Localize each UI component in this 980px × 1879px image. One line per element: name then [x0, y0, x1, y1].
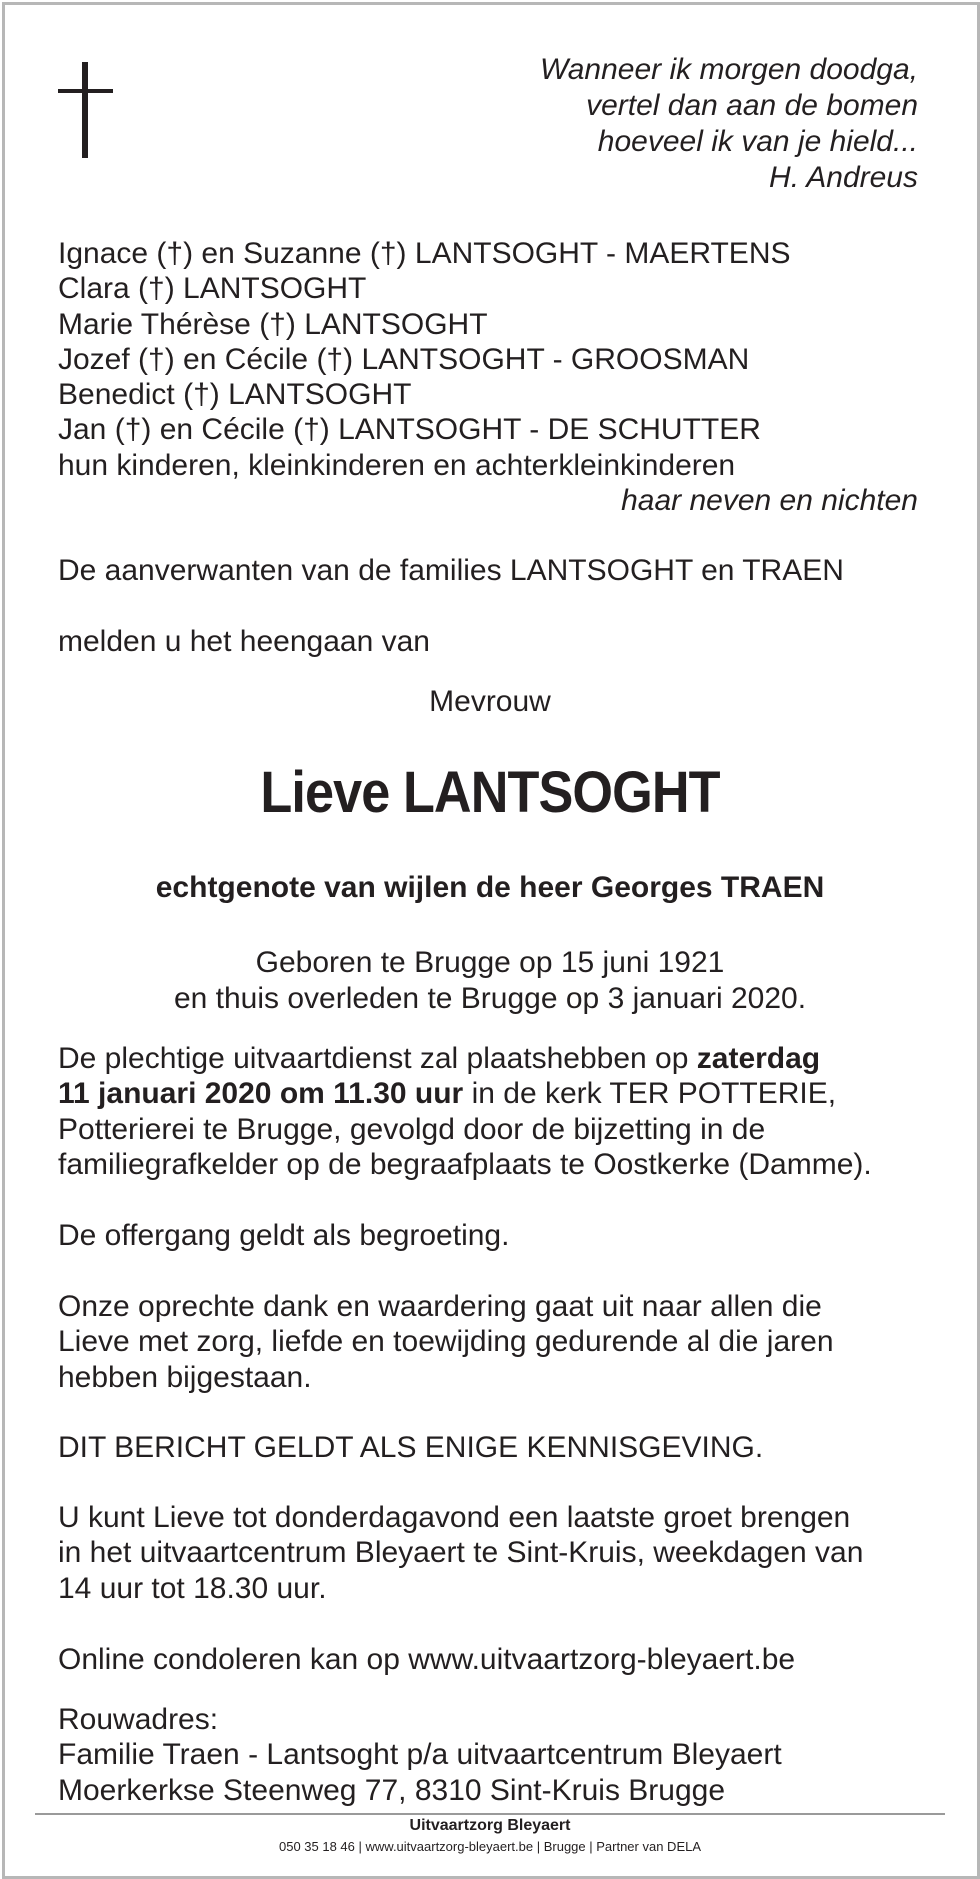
thanks-line: Lieve met zorg, liefde en toewijding gedurende al die jaren: [58, 1325, 834, 1359]
family-line: Benedict (†) LANTSOGHT: [58, 378, 412, 412]
family-closing: haar neven en nichten: [621, 484, 918, 518]
family-line: Jozef (†) en Cécile (†) LANTSOGHT - GROOSMAN: [58, 342, 750, 376]
address-line: Moerkerkse Steenweg 77, 8310 Sint-Kruis Brugge: [58, 1773, 726, 1807]
family-line: Jan (†) en Cécile (†) LANTSOGHT - DE SCHUTTER: [58, 413, 761, 447]
visit-line: in het uitvaartcentrum Bleyaert te Sint-Kruis, weekdagen van: [58, 1536, 864, 1570]
poem-line: vertel dan aan de bomen: [586, 89, 918, 122]
service-day: zaterdag: [696, 1042, 821, 1075]
family-line: Ignace (†) en Suzanne (†) LANTSOGHT - MAERTENS: [58, 237, 791, 270]
spouse-line: echtgenote van wijlen de heer Georges TRAEN: [155, 871, 825, 904]
mourning-address: [58, 1702, 938, 1808]
deceased-name: Lieve LANTSOGHT: [260, 760, 720, 825]
honorific: Mevrouw: [429, 685, 551, 718]
footer-company: Uitvaartzorg Bleyaert: [409, 1817, 571, 1834]
poem: [540, 52, 918, 196]
birth-line: Geboren te Brugge op 15 juni 1921: [255, 946, 725, 979]
family-list: [58, 236, 918, 518]
service-paragraph: [58, 1041, 938, 1182]
visit-line: U kunt Lieve tot donderdagavond een laatste groet brengen: [58, 1501, 851, 1534]
death-line: en thuis overleden te Brugge op 3 januari 2020.: [173, 982, 807, 1015]
poem-author: H. Andreus: [769, 161, 918, 194]
service-text: familiegrafkelder op de begraafplaats te Oostkerke (Damme).: [58, 1147, 872, 1181]
offering-line: De offergang geldt als begroeting.: [58, 1219, 510, 1252]
family-line: hun kinderen, kleinkinderen en achterkleinkinderen: [58, 448, 736, 482]
notice-line: DIT BERICHT GELDT ALS ENIGE KENNISGEVING.: [58, 1431, 764, 1464]
thanks-paragraph: [58, 1289, 938, 1395]
service-text: in de kerk TER POTTERIE,: [463, 1077, 837, 1111]
relatives-line: De aanverwanten van de families LANTSOGHT en TRAEN: [58, 554, 844, 587]
address-label: Rouwadres:: [58, 1703, 219, 1736]
service-text: De plechtige uitvaartdienst zal plaatshebben op: [58, 1042, 697, 1075]
poem-line: hoeveel ik van je hield...: [597, 125, 918, 158]
visit-paragraph: [58, 1500, 938, 1606]
dates: [0, 945, 980, 1017]
announce-line: melden u het heengaan van: [58, 625, 430, 658]
poem-line: Wanneer ik morgen doodga,: [539, 53, 918, 86]
service-text: Potterierei te Brugge, gevolgd door de bijzetting in de: [58, 1112, 766, 1146]
family-line: Marie Thérèse (†) LANTSOGHT: [58, 307, 488, 341]
online-condolence: Online condoleren kan op www.uitvaartzorg-bleyaert.be: [58, 1643, 796, 1676]
address-line: Familie Traen - Lantsoght p/a uitvaartcentrum Bleyaert: [58, 1738, 782, 1772]
footer-details: 050 35 18 46 | www.uitvaartzorg-bleyaert.be | Brugge | Partner van DELA: [278, 1839, 702, 1854]
footer-divider: [35, 1813, 945, 1815]
family-line: Clara (†) LANTSOGHT: [58, 272, 367, 306]
thanks-line: hebben bijgestaan.: [58, 1360, 312, 1394]
cross-icon: [58, 62, 113, 158]
thanks-line: Onze oprechte dank en waardering gaat uit naar allen die: [58, 1290, 822, 1323]
visit-line: 14 uur tot 18.30 uur.: [58, 1571, 327, 1605]
service-datetime: 11 januari 2020 om 11.30 uur: [58, 1077, 464, 1111]
